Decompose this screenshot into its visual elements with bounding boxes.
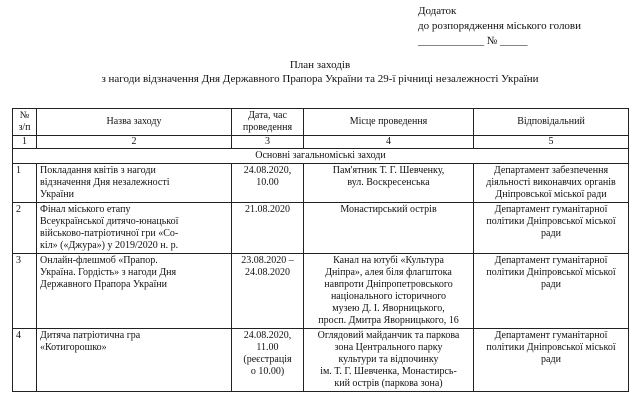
annex-block (418, 4, 581, 49)
column-number: 3 (232, 136, 304, 149)
event-cell: Дитяча патріотична гра «Котигорошко» (37, 329, 232, 392)
date-cell: 24.08.2020, 11.00 (реєстрація о 10.00) (232, 329, 304, 392)
table-header-row (13, 109, 629, 136)
row-number: 2 (13, 203, 37, 254)
place-cell: Канал на ютубі «Культура Дніпра», алея біля флагштока навпроти Дніпропетровського національного історичного музею Д. І. Яворницького, просп. Дмитра Яворницького, 16 (304, 254, 474, 329)
place-cell: Монастирський острів (304, 203, 474, 254)
place-cell: Пам'ятник Т. Г. Шевченку, вул. Воскресенська (304, 164, 474, 203)
header-place: Місце проведення (304, 109, 474, 136)
responsible-cell: Департамент гуманітарної політики Дніпровської міської ради (474, 203, 629, 254)
row-number: 4 (13, 329, 37, 392)
responsible-cell: Департамент гуманітарної політики Дніпровської міської ради (474, 329, 629, 392)
annex-subtitle: до розпорядження міського голови (418, 20, 582, 32)
header-event: Назва заходу (37, 109, 232, 136)
section-title: Основні загальноміські заходи (13, 149, 629, 164)
date-cell: 21.08.2020 (232, 203, 304, 254)
annex-title: Додаток (418, 5, 457, 17)
date-cell: 24.08.2020, 10.00 (232, 164, 304, 203)
event-cell: Онлайн-флешмоб «Прапор. Україна. Гордість» з нагоди Дня Державного Прапора України (37, 254, 232, 329)
table-row (13, 329, 629, 392)
event-cell: Покладання квітів з нагоди відзначення Дня незалежності України (37, 164, 232, 203)
row-number: 1 (13, 164, 37, 203)
header-date: Дата, час проведення (232, 109, 304, 136)
title-line-2: з нагоди відзначення Дня Державного Прапора України та 29-ї річниці незалежності України (101, 73, 539, 85)
date-cell: 23.08.2020 – 24.08.2020 (232, 254, 304, 329)
table-row (13, 203, 629, 254)
annex-number-line: ____________ № _____ (418, 35, 528, 47)
title-line-1: План заходів (289, 59, 351, 71)
place-cell: Оглядовий майданчик та паркова зона Центрального парку культури та відпочинку ім. Т. Г. Шевченка, Монастирсь- кий острів (паркова зона) (304, 329, 474, 392)
table-row (13, 164, 629, 203)
table-row (13, 254, 629, 329)
responsible-cell: Департамент забезпечення діяльності виконавчих органів Дніпровської міської ради (474, 164, 629, 203)
document-title (0, 58, 640, 86)
section-row (13, 149, 629, 164)
header-num: № з/п (13, 109, 37, 136)
responsible-cell: Департамент гуманітарної політики Дніпровської міської ради (474, 254, 629, 329)
column-number: 2 (37, 136, 232, 149)
event-cell: Фінал міського етапу Всеукраїнської дитячо-юнацької військово-патріотичної гри «Со- кіл» («Джура») у 2019/2020 н. р. (37, 203, 232, 254)
events-table (12, 108, 629, 392)
row-number: 3 (13, 254, 37, 329)
column-number: 5 (474, 136, 629, 149)
column-number: 4 (304, 136, 474, 149)
header-responsible: Відповідальний (474, 109, 629, 136)
column-numbers-row (13, 136, 629, 149)
column-number: 1 (13, 136, 37, 149)
